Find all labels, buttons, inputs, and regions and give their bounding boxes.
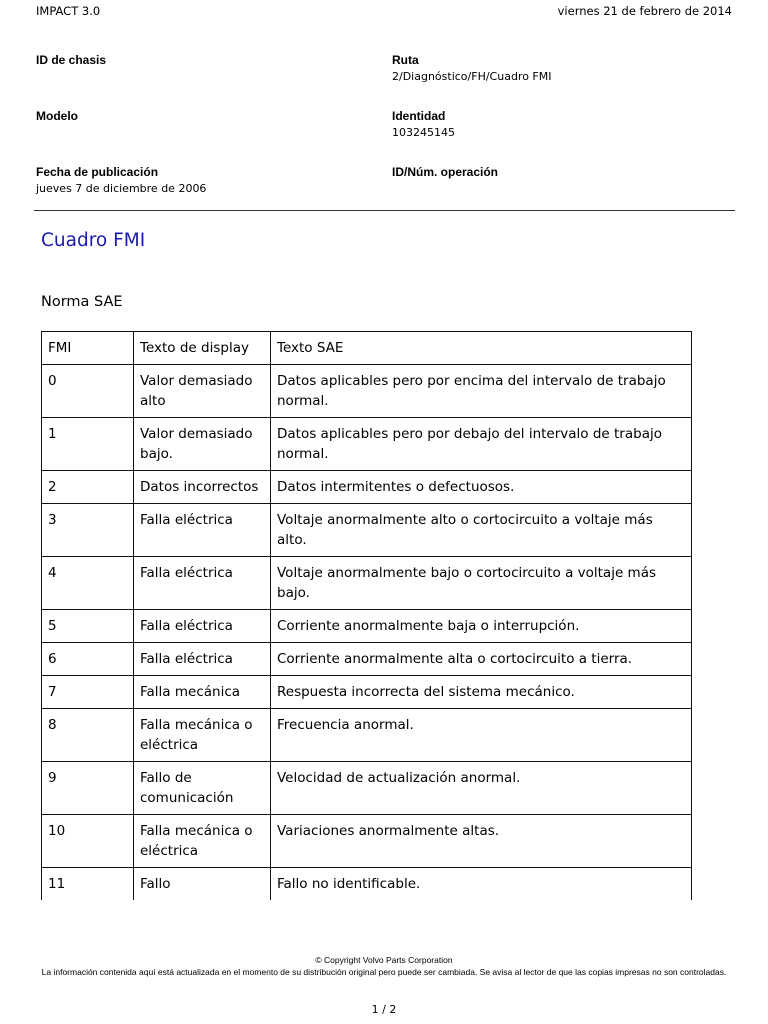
- table-row: [42, 471, 692, 504]
- display-text: Falla eléctrica: [134, 610, 271, 643]
- sae-text: Datos aplicables pero por debajo del intervalo de trabajo normal.: [271, 418, 692, 471]
- table-row: [42, 676, 692, 709]
- display-text: Fallo: [134, 868, 271, 901]
- fmi-code: 3: [42, 504, 134, 557]
- fmi-code: 10: [42, 815, 134, 868]
- pub-date-value: jueves 7 de diciembre de 2006: [36, 182, 207, 195]
- display-text: Valor demasiado alto: [134, 365, 271, 418]
- table-row: [42, 365, 692, 418]
- fmi-code: 8: [42, 709, 134, 762]
- model-field: [36, 109, 78, 123]
- app-title: IMPACT 3.0: [36, 4, 101, 18]
- page-title: Cuadro FMI: [41, 230, 146, 251]
- display-text: Valor demasiado bajo.: [134, 418, 271, 471]
- sae-text: Datos intermitentes o defectuosos.: [271, 471, 692, 504]
- sae-text: Voltaje anormalmente alto o cortocircuito a voltaje más alto.: [271, 504, 692, 557]
- header-divider: [34, 210, 735, 211]
- sae-text: Respuesta incorrecta del sistema mecánico.: [271, 676, 692, 709]
- sae-text: Fallo no identificable.: [271, 868, 692, 901]
- table-row: [42, 762, 692, 815]
- display-text: Falla eléctrica: [134, 557, 271, 610]
- sae-text: Variaciones anormalmente altas.: [271, 815, 692, 868]
- column-header-display: Texto de display: [134, 332, 271, 365]
- fmi-code: 9: [42, 762, 134, 815]
- display-text: Datos incorrectos: [134, 471, 271, 504]
- display-text: Falla mecánica o eléctrica: [134, 815, 271, 868]
- table-header-row: [42, 332, 692, 365]
- column-header-sae: Texto SAE: [271, 332, 692, 365]
- chassis-field: [36, 53, 106, 67]
- fmi-code: 7: [42, 676, 134, 709]
- sae-text: Corriente anormalmente alta o cortocircuito a tierra.: [271, 643, 692, 676]
- operation-label: ID/Núm. operación: [392, 165, 499, 179]
- fmi-code: 6: [42, 643, 134, 676]
- fmi-code: 2: [42, 471, 134, 504]
- model-label: Modelo: [36, 109, 78, 123]
- table-row: [42, 504, 692, 557]
- sae-text: Corriente anormalmente baja o interrupción.: [271, 610, 692, 643]
- table-row: [42, 418, 692, 471]
- table-row: [42, 868, 692, 901]
- fmi-code: 1: [42, 418, 134, 471]
- route-value: 2/Diagnóstico/FH/Cuadro FMI: [392, 70, 552, 83]
- fmi-code: 0: [42, 365, 134, 418]
- display-text: Falla mecánica: [134, 676, 271, 709]
- sae-text: Velocidad de actualización anormal.: [271, 762, 692, 815]
- identity-value: 103245145: [392, 126, 455, 139]
- identity-label: Identidad: [392, 109, 446, 123]
- pub-date-label: Fecha de publicación: [36, 165, 159, 179]
- table-row: [42, 643, 692, 676]
- table-row: [42, 610, 692, 643]
- route-field: [392, 53, 552, 83]
- fmi-code: 5: [42, 610, 134, 643]
- table-row: [42, 709, 692, 762]
- print-date: viernes 21 de febrero de 2014: [557, 4, 732, 18]
- display-text: Falla eléctrica: [134, 643, 271, 676]
- fmi-code: 4: [42, 557, 134, 610]
- sae-text: Voltaje anormalmente bajo o cortocircuito a voltaje más bajo.: [271, 557, 692, 610]
- table-row: [42, 815, 692, 868]
- identity-field: [392, 109, 455, 139]
- fmi-code: 11: [42, 868, 134, 901]
- display-text: Falla mecánica o eléctrica: [134, 709, 271, 762]
- chassis-label: ID de chasis: [36, 53, 107, 67]
- page-number: 1 / 2: [371, 1003, 397, 1016]
- sae-text: Frecuencia anormal.: [271, 709, 692, 762]
- route-label: Ruta: [392, 53, 419, 67]
- section-subtitle: Norma SAE: [41, 294, 123, 310]
- fmi-table: [41, 331, 692, 900]
- copyright-text: © Copyright Volvo Parts Corporation: [315, 955, 453, 965]
- display-text: Falla eléctrica: [134, 504, 271, 557]
- table-row: [42, 557, 692, 610]
- display-text: Fallo de comunicación: [134, 762, 271, 815]
- distribution-notice: La información contenida aquí está actualizada en el momento de su distribución original pero puede ser cambiada. Se avisa al lector de que las copias impresas no son controladas.: [41, 967, 727, 977]
- column-header-fmi: FMI: [42, 332, 134, 365]
- sae-text: Datos aplicables pero por encima del intervalo de trabajo normal.: [271, 365, 692, 418]
- pub-date-field: [36, 165, 206, 195]
- operation-field: [392, 165, 498, 179]
